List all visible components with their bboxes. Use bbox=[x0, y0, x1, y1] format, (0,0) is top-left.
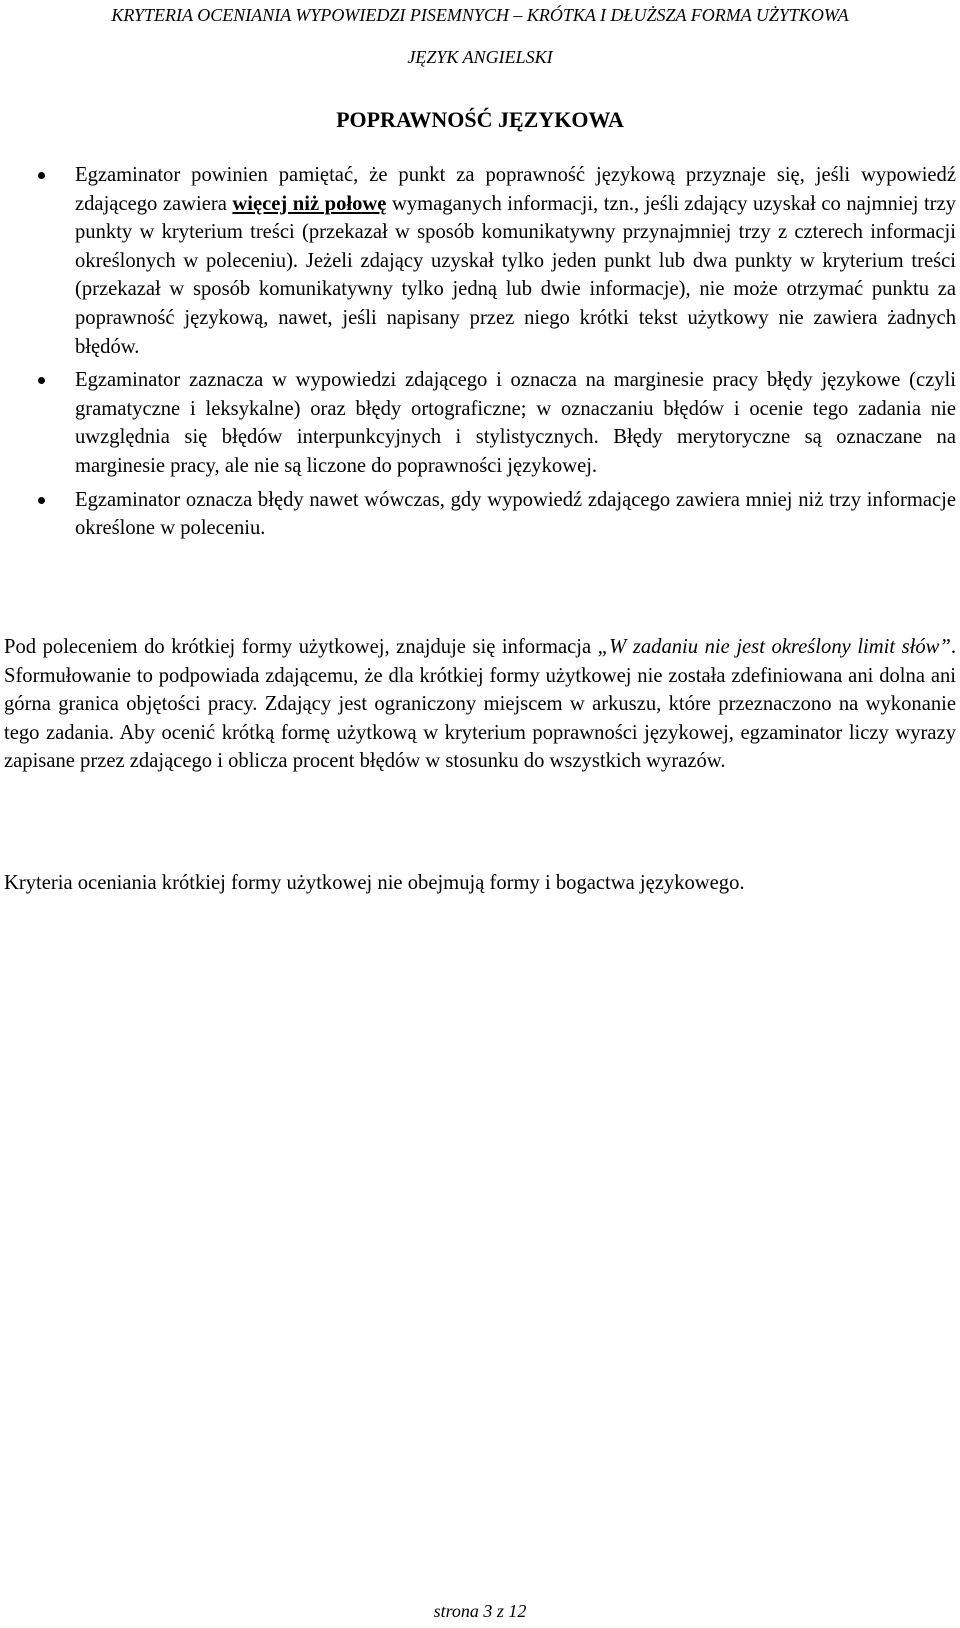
running-header-title: KRYTERIA OCENIANIA WYPOWIEDZI PISEMNYCH – KRÓTKA I DŁUŻSZA FORMA UŻYTKOWA bbox=[111, 5, 849, 25]
bullet-item-error-marking-always bbox=[0, 486, 960, 543]
paragraph-text-continued: . Sformułowanie to podpowiada zdającemu, że dla krótkiej formy użytkowej nie została zdefiniowana ani dolna ani górna granica objętości pracy. Zdający jest ograniczony miejscem w arkuszu, które przeznaczono na wykonanie tego zadania. Aby ocenić krótką formę użytkową w kryterium poprawności językowej, egzaminator liczy wyrazy zapisane przez zdającego i oblicza procent błędów w stosunku do wszystkich wyrazów. bbox=[4, 636, 957, 773]
rules-bullet-list bbox=[0, 161, 960, 548]
bullet-item-points-rule bbox=[0, 161, 960, 361]
running-header-subject: JĘZYK ANGIELSKI bbox=[407, 47, 553, 67]
page-number: strona 3 z 12 bbox=[433, 1601, 527, 1621]
bullet-text: Egzaminator zaznacza w wypowiedzi zdającego i oznacza na marginesie pracy błędy językowe (czyli gramatyczne i leksykalne) oraz błędy ortograficzne; w oznaczaniu błędów i ocenie tego zadania nie uwzględnia się błędów interpunkcyjnych i stylistycznych. Błędy merytoryczne są oznaczane na marginesie pracy, ale nie są liczone do poprawności językowej. bbox=[75, 369, 956, 477]
bullet-dot-icon bbox=[38, 497, 45, 504]
bullet-dot-icon bbox=[38, 377, 45, 384]
word-limit-paragraph bbox=[4, 633, 956, 776]
criteria-scope-paragraph: Kryteria oceniania krótkiej formy użytkowej nie obejmują formy i bogactwa językowego. bbox=[4, 872, 745, 894]
paragraph-text: Pod poleceniem do krótkiej formy użytkowej, znajduje się informacja bbox=[4, 636, 598, 658]
bullet-item-error-marking bbox=[0, 366, 960, 480]
bullet-text: Egzaminator oznacza błędy nawet wówczas, gdy wypowiedź zdającego zawiera mniej niż trzy informacje określone w poleceniu. bbox=[75, 488, 956, 540]
section-title: POPRAWNOŚĆ JĘZYKOWA bbox=[336, 107, 624, 132]
bullet-dot-icon bbox=[38, 172, 45, 179]
bullet-text: Egzaminator powinien pamiętać, że punkt za poprawność językową przyznaje się, jeśli wypowiedź zdającego zawiera bbox=[75, 164, 956, 215]
quoted-instruction: „W zadaniu nie jest określony limit słów” bbox=[597, 636, 951, 658]
emphasis-text: więcej niż połowę bbox=[232, 192, 387, 215]
bullet-text-continued: wymaganych informacji, tzn., jeśli zdający uzyskał co najmniej trzy punkty w kryterium treści (przekazał w sposób komunikatywny przynajmniej trzy z czterech informacji określonych w poleceniu). Jeżeli zdający uzyskał tylko jeden punkt lub dwa punkty w kryterium treści (przekazał w sposób komunikatywny tylko jedną lub dwie informacje), nie może otrzymać punktu za poprawność językową, nawet, jeśli napisany przez niego krótki tekst użytkowy nie zawiera żadnych błędów. bbox=[75, 192, 956, 358]
